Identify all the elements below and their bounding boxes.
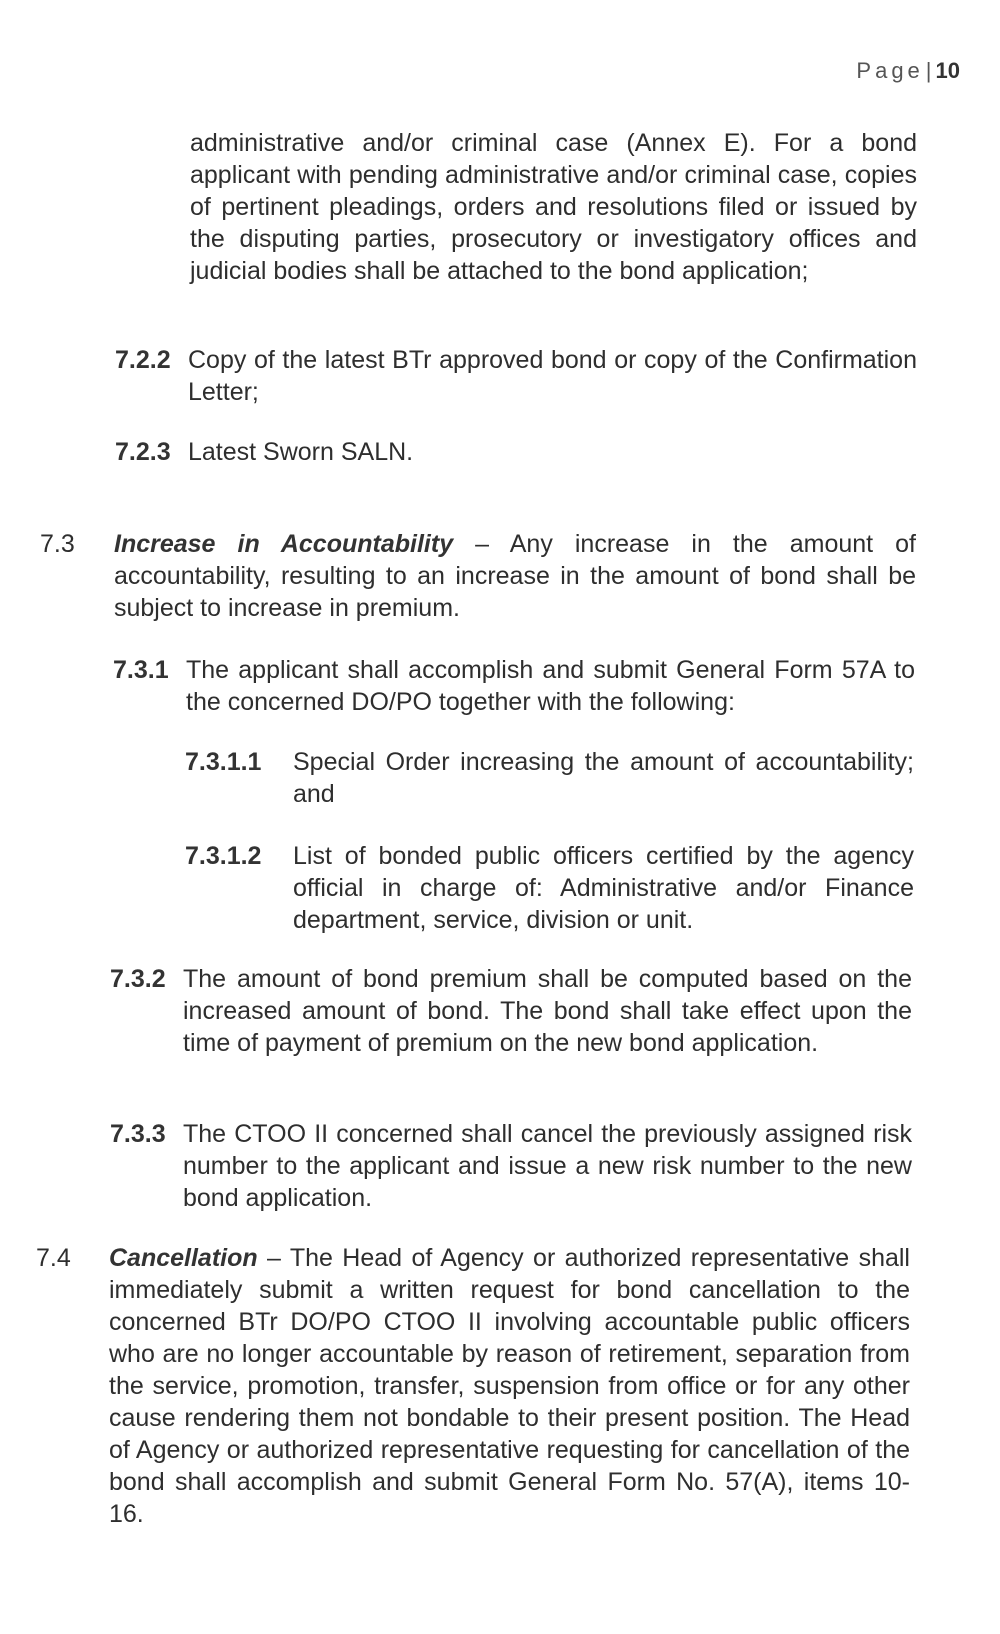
section-dash: – xyxy=(475,530,490,558)
item-text: List of bonded public officers certified by the agency official in charge of: Administrative and/or Finance department, service, division or unit. xyxy=(293,842,914,934)
item-number: 7.3.1.2 xyxy=(185,842,262,870)
section-title: Cancellation xyxy=(109,1244,258,1272)
item-number: 7.2.2 xyxy=(115,346,171,374)
section-7-3 xyxy=(114,528,916,624)
section-7-4 xyxy=(109,1242,910,1530)
page-number: Page| 10 xyxy=(856,58,960,83)
item-text: Copy of the latest BTr approved bond or copy of the Confirmation Letter; xyxy=(188,346,917,406)
item-text: Latest Sworn SALN. xyxy=(188,438,414,466)
item-7-3-3 xyxy=(110,1118,912,1214)
item-text: Special Order increasing the amount of accountability; and xyxy=(293,748,914,808)
item-7-3-2 xyxy=(110,963,912,1059)
item-text: The CTOO II concerned shall cancel the previously assigned risk number to the applicant and issue a new risk number to the new bond application. xyxy=(183,1120,912,1212)
item-number: 7.3.2 xyxy=(110,965,166,993)
item-7-2-2 xyxy=(115,344,917,408)
item-7-2-3 xyxy=(115,436,917,468)
item-7-3-1-1 xyxy=(185,746,914,810)
continuation-paragraph: administrative and/or criminal case (Annex E). For a bond applicant with pending administrative and/or criminal case, copies of pertinent pleadings, orders and resolutions filed or issued by the disputing parties, prosecutory or investigatory offices and judicial bodies shall be attached to the bond application; xyxy=(190,129,917,285)
section-text: The Head of Agency or authorized representative shall immediately submit a written request for bond cancellation to the concerned BTr DO/PO CTOO II involving accountable public officers who are no longer accountable by reason of retirement, separation from the service, promotion, transfer, suspension from office or for any other cause rendering them not bondable to their present position. The Head of Agency or authorized representative requesting for cancellation of the bond shall accomplish and submit General Form No. 57(A), items 10-16. xyxy=(109,1244,910,1528)
section-dash: – xyxy=(267,1244,281,1272)
item-number: 7.3.3 xyxy=(110,1120,166,1148)
item-7-3-1 xyxy=(113,654,915,718)
item-number: 7.3.1.1 xyxy=(185,748,262,776)
section-number: 7.3 xyxy=(40,530,75,558)
item-text: The applicant shall accomplish and submit General Form 57A to the concerned DO/PO together with the following: xyxy=(186,656,915,716)
section-text: Any increase in the amount of accountability, resulting to an increase in the amount of bond shall be subject to increase in premium. xyxy=(114,530,916,622)
section-title: Increase in Accountability xyxy=(114,530,454,558)
item-text: The amount of bond premium shall be computed based on the increased amount of bond. The bond shall take effect upon the time of payment of premium on the new bond application. xyxy=(183,965,912,1057)
page-number-value: 10 xyxy=(935,58,960,83)
item-number: 7.3.1 xyxy=(113,656,169,684)
item-number: 7.2.3 xyxy=(115,438,171,466)
item-7-3-1-2 xyxy=(185,840,914,936)
section-number: 7.4 xyxy=(36,1244,71,1272)
page-label: Page xyxy=(856,58,924,83)
